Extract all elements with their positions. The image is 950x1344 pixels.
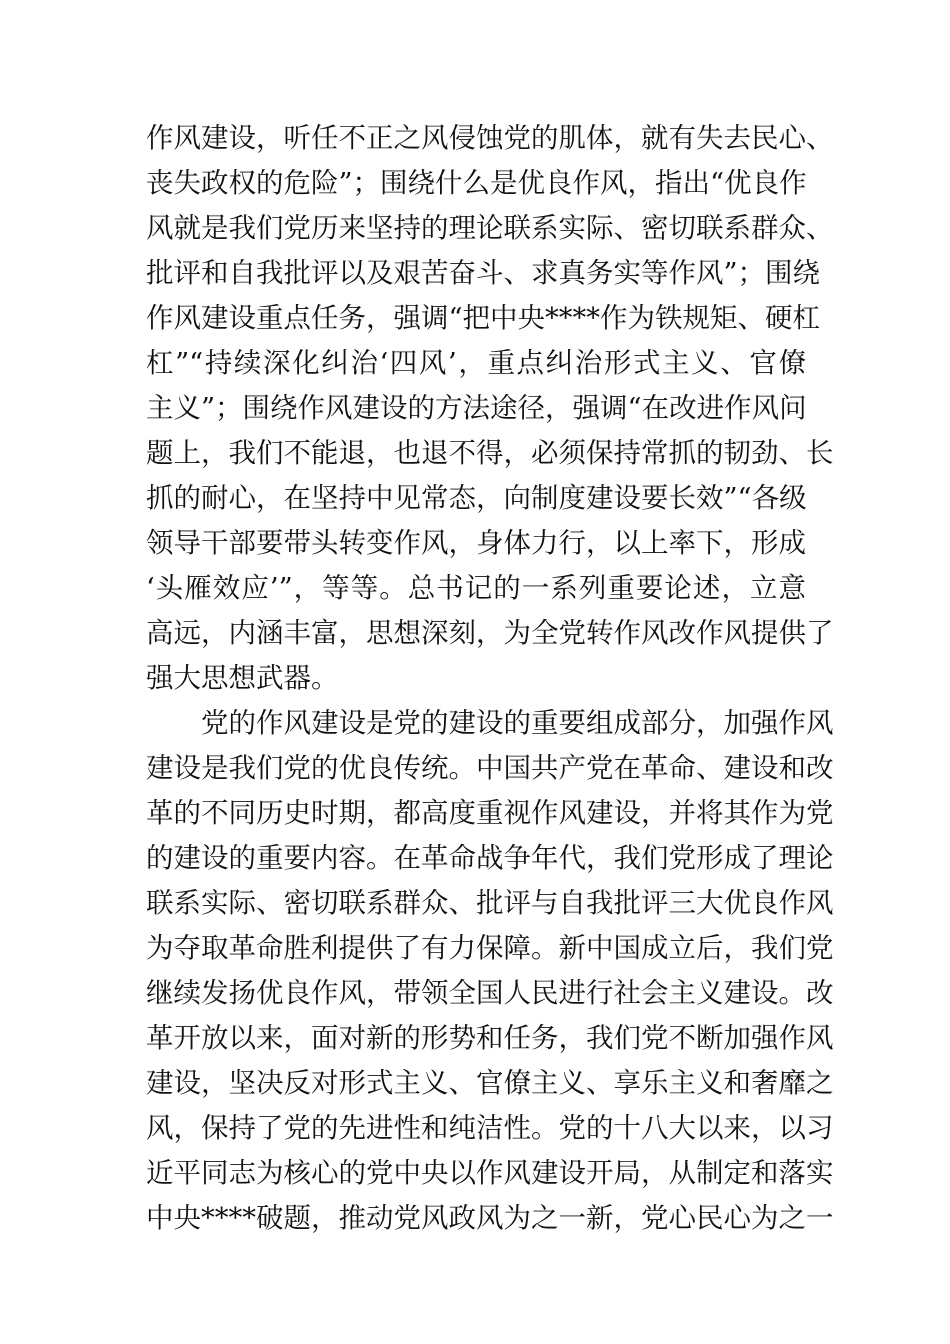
paragraph-2-line-10: 风，保持了党的先进性和纯洁性。党的十八大以来，以习	[146, 1112, 834, 1144]
paragraph-1-line-7: 主义”；围绕作风建设的方法途径，强调“在改进作风问	[146, 392, 807, 424]
paragraph-2-line-8: 革开放以来，面对新的形势和任务，我们党不断加强作风	[146, 1022, 834, 1054]
paragraph-1-line-13: 强大思想武器。	[146, 662, 339, 694]
paragraph-1-line-10: 领导干部要带头转变作风，身体力行，以上率下，形成	[146, 527, 806, 559]
paragraph-2-line-2: 建设是我们党的优良传统。中国共产党在革命、建设和改	[146, 752, 834, 784]
paragraph-1-line-12: 高远，内涵丰富，思想深刻，为全党转作风改作风提供了	[146, 617, 834, 649]
paragraph-1-line-3: 风就是我们党历来坚持的理论联系实际、密切联系群众、	[146, 212, 834, 244]
paragraph-1-line-9: 抓的耐心，在坚持中见常态，向制度建设要长效”“各级	[146, 482, 807, 514]
paragraph-1-line-2: 丧失政权的危险”；围绕什么是优良作风，指出“优良作	[146, 167, 807, 199]
paragraph-1-line-6: 杠”“持续深化纠治‘四风’，重点纠治形式主义、官僚	[146, 347, 806, 379]
paragraph-1-line-11: ‘头雁效应’”，等等。总书记的一系列重要论述，立意	[146, 572, 806, 604]
paragraph-2-line-1: 党的作风建设是党的建设的重要组成部分，加强作风	[201, 707, 834, 739]
paragraph-2-line-7: 继续发扬优良作风，带领全国人民进行社会主义建设。改	[146, 977, 834, 1009]
paragraph-1-line-5: 作风建设重点任务，强调“把中央****作为铁规矩、硬杠	[146, 302, 821, 334]
paragraph-2-line-9: 建设，坚决反对形式主义、官僚主义、享乐主义和奢靡之	[146, 1067, 834, 1099]
paragraph-2-line-5: 联系实际、密切联系群众、批评与自我批评三大优良作风	[146, 887, 834, 919]
paragraph-1-line-8: 题上，我们不能退，也退不得，必须保持常抓的韧劲、长	[146, 437, 834, 469]
paragraph-2-line-11: 近平同志为核心的党中央以作风建设开局，从制定和落实	[146, 1157, 834, 1189]
paragraph-2-line-4: 的建设的重要内容。在革命战争年代，我们党形成了理论	[146, 842, 834, 874]
paragraph-2-line-3: 革的不同历史时期，都高度重视作风建设，并将其作为党	[146, 797, 834, 829]
paragraph-1-line-1: 作风建设，听任不正之风侵蚀党的肌体，就有失去民心、	[146, 122, 834, 154]
paragraph-1-line-4: 批评和自我批评以及艰苦奋斗、求真务实等作风”；围绕	[146, 257, 821, 289]
paragraph-2-line-12: 中央****破题，推动党风政风为之一新，党心民心为之一	[146, 1202, 834, 1234]
paragraph-2-line-6: 为夺取革命胜利提供了有力保障。新中国成立后，我们党	[146, 932, 834, 964]
